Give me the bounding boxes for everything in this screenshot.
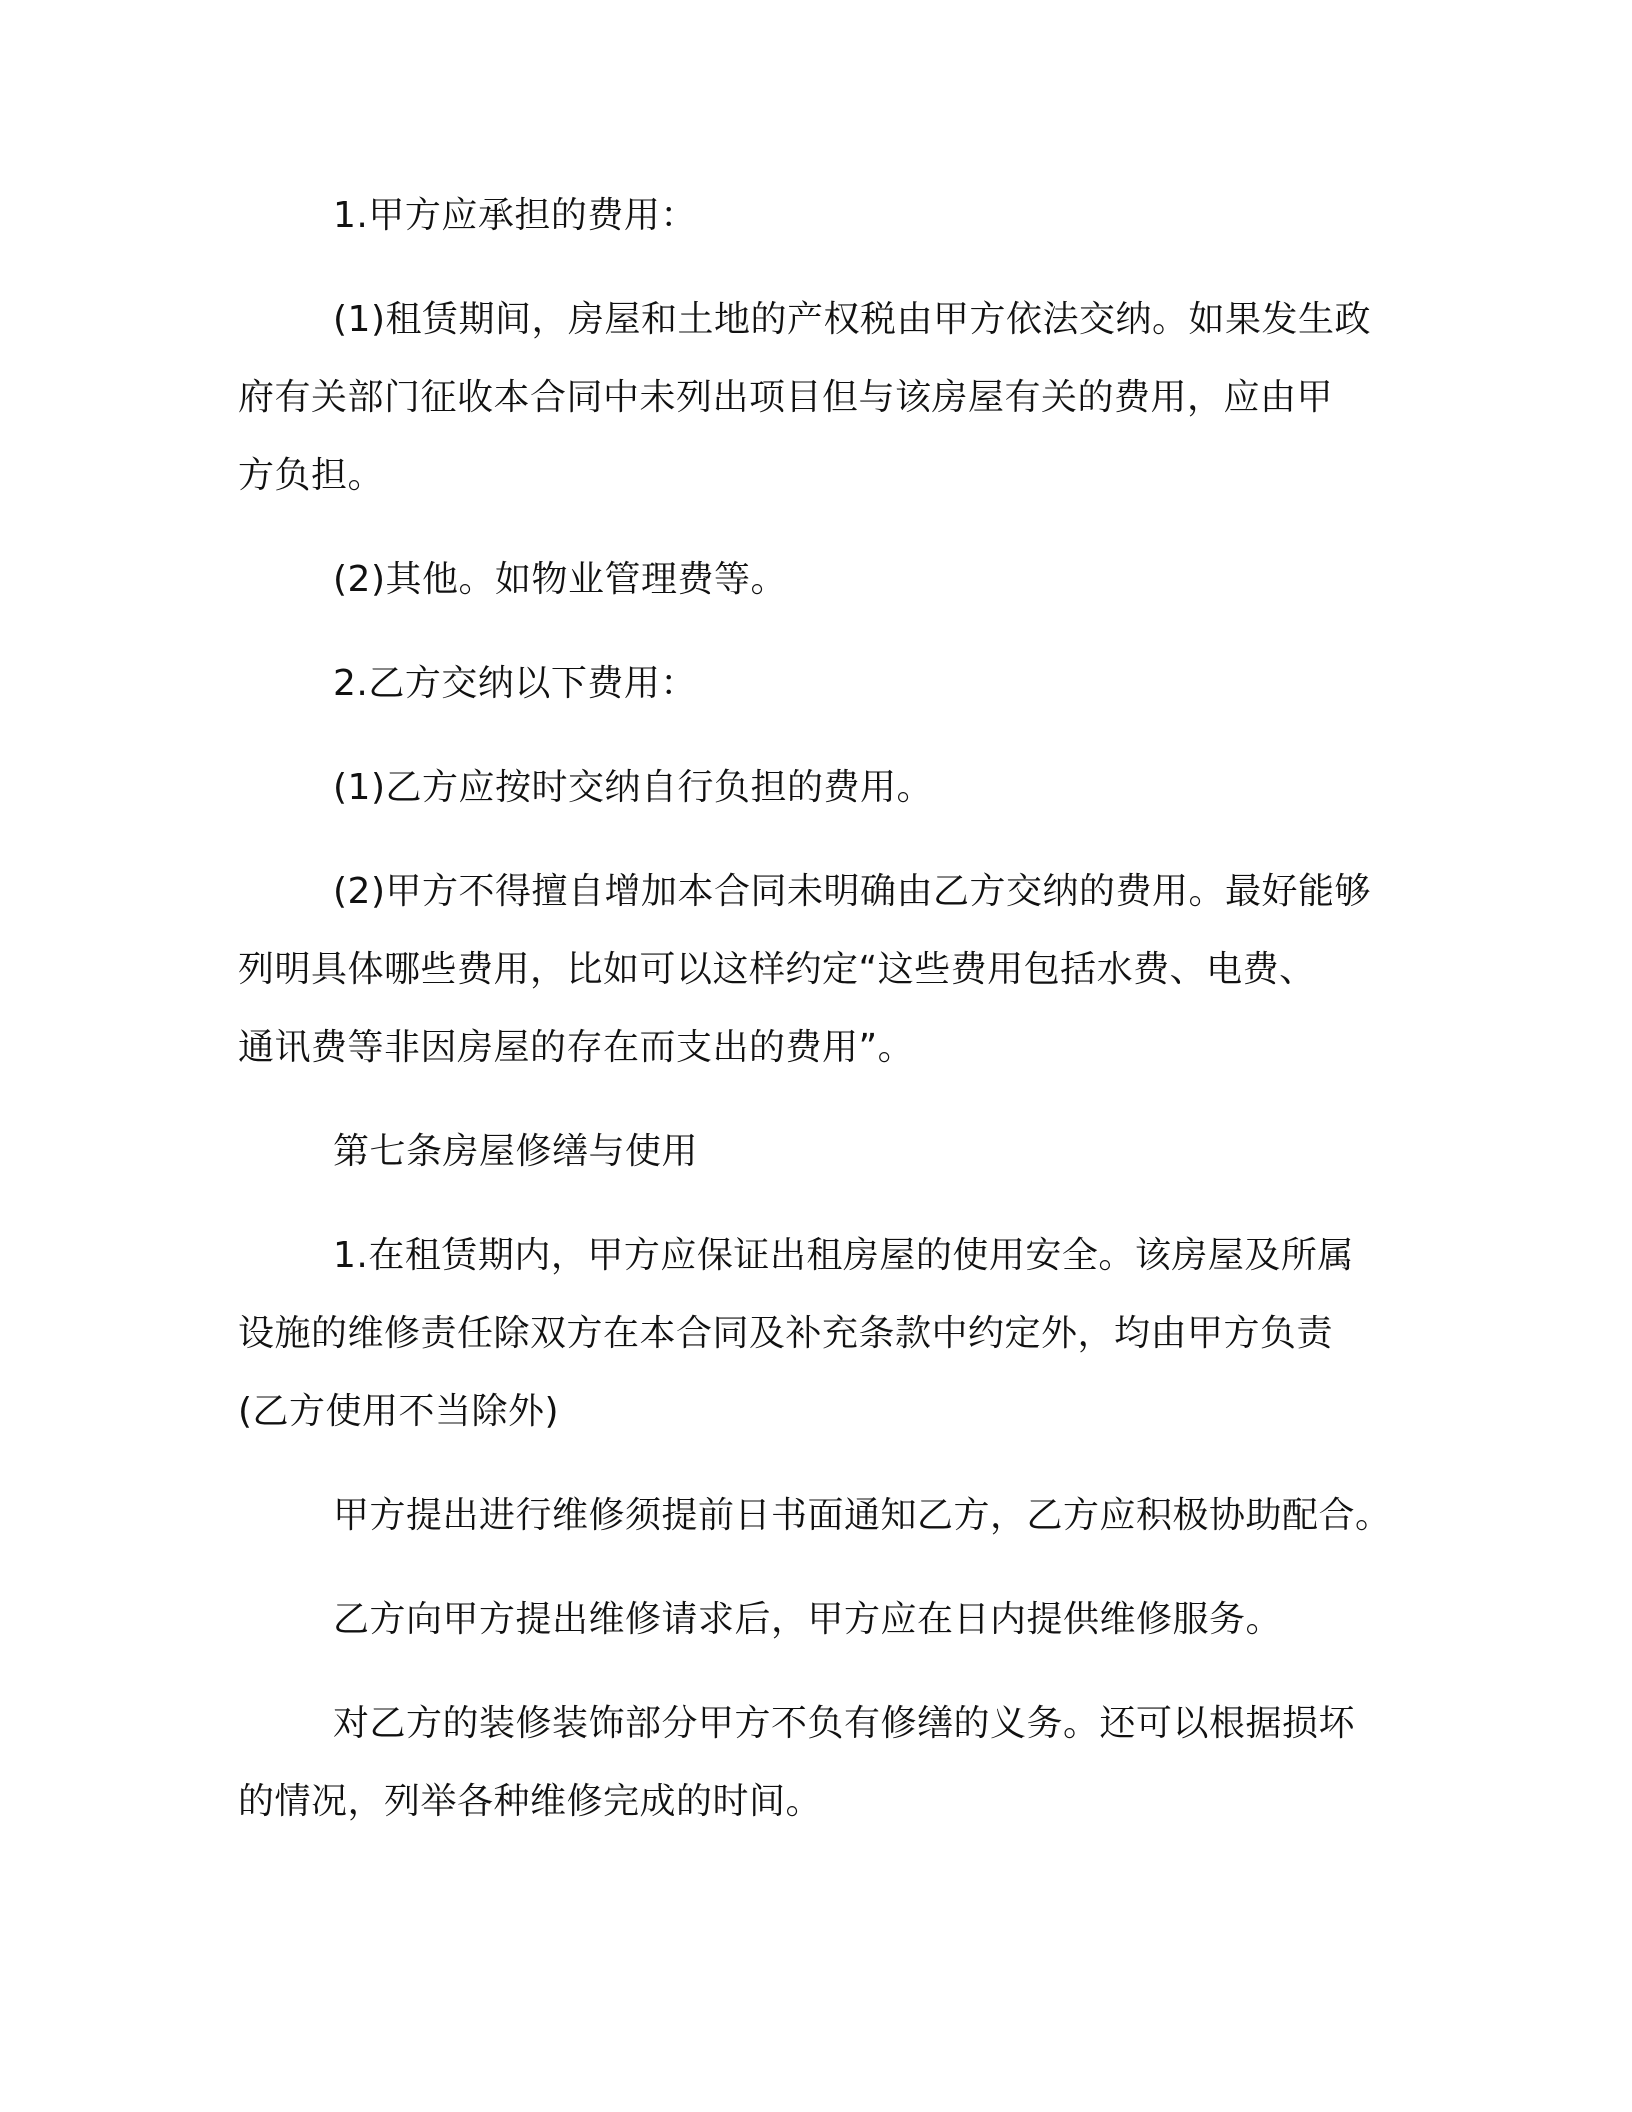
line-repair-item1-3: (乙方使用不当除外) <box>238 1391 560 1432</box>
line-fees-a-item1-3: 方负担。 <box>238 455 385 496</box>
line-repair-notice: 甲方提出进行维修须提前日书面通知乙方，乙方应积极协助配合。 <box>333 1495 1392 1536</box>
line-fees-a-item1-1: (1)租赁期间，房屋和土地的产权税由甲方依法交纳。如果发生政 <box>333 299 1371 340</box>
line-article-7-title: 第七条房屋修缮与使用 <box>333 1131 699 1172</box>
line-fees-a-item1-2: 府有关部门征收本合同中未列出项目但与该房屋有关的费用，应由甲 <box>238 377 1334 418</box>
line-fees-b-item2-3: 通讯费等非因房屋的存在而支出的费用”。 <box>238 1027 915 1068</box>
line-fees-b-item1: (1)乙方应按时交纳自行负担的费用。 <box>333 767 933 808</box>
line-decoration-2: 的情况，列举各种维修完成的时间。 <box>238 1781 823 1822</box>
line-repair-request: 乙方向甲方提出维修请求后，甲方应在日内提供维修服务。 <box>333 1599 1283 1640</box>
line-repair-item1-2: 设施的维修责任除双方在本合同及补充条款中约定外，均由甲方负责 <box>238 1313 1334 1354</box>
line-fees-party-a-heading: 1.甲方应承担的费用： <box>333 195 697 236</box>
line-fees-b-item2-1: (2)甲方不得擅自增加本合同未明确由乙方交纳的费用。最好能够 <box>333 871 1371 912</box>
line-fees-party-b-heading: 2.乙方交纳以下费用： <box>333 663 697 704</box>
line-repair-item1-1: 1.在租赁期内，甲方应保证出租房屋的使用安全。该房屋及所属 <box>333 1235 1354 1276</box>
line-fees-a-item2: (2)其他。如物业管理费等。 <box>333 559 787 600</box>
line-fees-b-item2-2: 列明具体哪些费用，比如可以这样约定“这些费用包括水费、电费、 <box>238 949 1316 990</box>
line-decoration-1: 对乙方的装修装饰部分甲方不负有修缮的义务。还可以根据损坏 <box>333 1703 1356 1744</box>
